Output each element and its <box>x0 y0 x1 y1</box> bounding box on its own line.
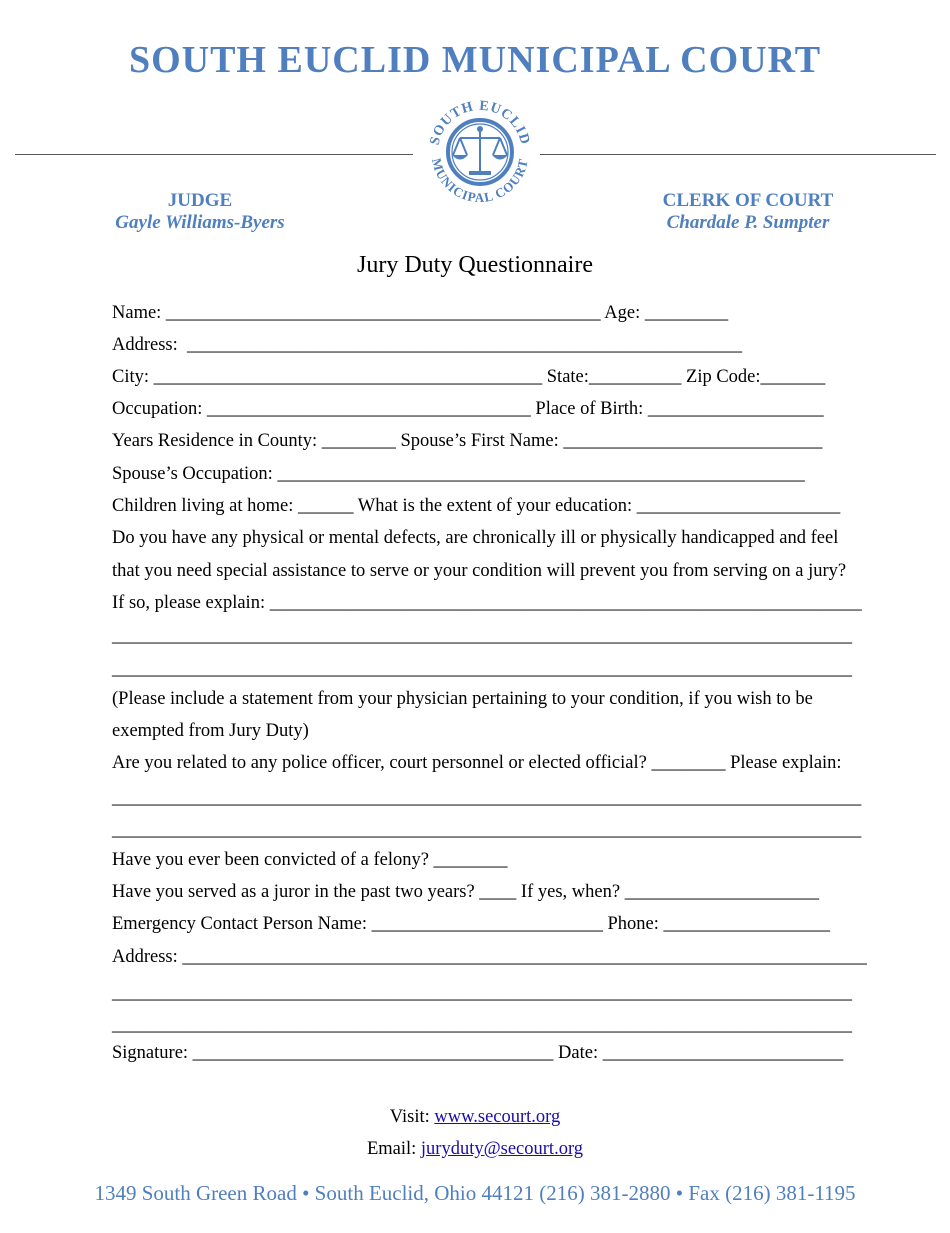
visit-line <box>0 1107 950 1128</box>
email-label: Email: <box>366 1139 421 1159</box>
clerk-name: Chardale P. Sumpter <box>666 212 830 233</box>
explain-blank-line[interactable]: ________________________________________________________________________________ <box>112 659 852 679</box>
physical-defects-question-line-2: that you need special assistance to serve or your condition will prevent you from serving on a jury? <box>112 561 847 581</box>
header-rule-left <box>15 154 413 155</box>
email-line <box>0 1139 950 1160</box>
emergency-contact-field[interactable]: Emergency Contact Person Name: _________________________ Phone: __________________ <box>112 914 831 934</box>
website-link[interactable]: www.secourt.org <box>434 1107 561 1127</box>
judge-name: Gayle Williams-Byers <box>115 212 285 233</box>
court-seal-icon <box>420 94 540 210</box>
judge-block <box>50 190 350 234</box>
form-title: Jury Duty Questionnaire <box>357 252 593 278</box>
children-education-field[interactable]: Children living at home: ______ What is the extent of your education: ______________________ <box>112 496 841 516</box>
email-link[interactable]: juryduty@secourt.org <box>420 1139 584 1159</box>
residence-spouse-name-field[interactable]: Years Residence in County: ________ Spouse’s First Name: ____________________________ <box>112 431 823 451</box>
signature-date-field[interactable]: Signature: _______________________________________ Date: __________________________ <box>112 1043 844 1063</box>
related-explain-blank-line[interactable]: _________________________________________________________________________________ <box>112 820 862 840</box>
spouse-occupation-field[interactable]: Spouse’s Occupation: _________________________________________________________ <box>112 464 805 484</box>
address-field[interactable]: Address: ____________________________________________________________ <box>112 335 743 355</box>
clerk-label: CLERK OF COURT <box>662 190 834 211</box>
explain-blank-line[interactable]: ________________________________________________________________________________ <box>112 626 852 646</box>
header-rule-right <box>540 154 936 155</box>
emergency-address-field[interactable]: Address: __________________________________________________________________________ <box>112 947 867 967</box>
seal-bottom-text: MUNICIPAL COURT <box>428 156 531 206</box>
explain-field[interactable]: If so, please explain: ________________________________________________________________ <box>112 593 862 613</box>
city-state-zip-field[interactable]: City: __________________________________________ State:__________ Zip Code:_______ <box>112 367 826 387</box>
related-official-field[interactable]: Are you related to any police officer, court personnel or elected official? ________ Please explain: <box>112 753 842 773</box>
felony-field[interactable]: Have you ever been convicted of a felony? ________ <box>112 850 508 870</box>
court-title: SOUTH EUCLID MUNICIPAL COURT <box>128 39 822 81</box>
physician-note-line-1: (Please include a statement from your physician pertaining to your condition, if you wish to be <box>112 689 813 709</box>
emergency-address-blank-line[interactable]: ________________________________________________________________________________ <box>112 1015 852 1035</box>
emergency-address-blank-line[interactable]: ________________________________________________________________________________ <box>112 983 852 1003</box>
occupation-birthplace-field[interactable]: Occupation: ___________________________________ Place of Birth: ___________________ <box>112 399 824 419</box>
seal-top-text: SOUTH EUCLID <box>427 98 533 147</box>
physical-defects-question-line-1: Do you have any physical or mental defects, are chronically ill or physically handicapped and feel <box>112 528 839 548</box>
juror-past-field[interactable]: Have you served as a juror in the past two years? ____ If yes, when? _____________________ <box>112 882 819 902</box>
judge-label: JUDGE <box>167 190 233 211</box>
court-address-footer: 1349 South Green Road • South Euclid, Ohio 44121 (216) 381-2880 • Fax (216) 381-1195 <box>94 1181 856 1205</box>
name-age-field[interactable]: Name: _______________________________________________ Age: _________ <box>112 303 729 323</box>
clerk-block <box>598 190 898 234</box>
physician-note-line-2: exempted from Jury Duty) <box>112 721 309 741</box>
related-explain-blank-line[interactable]: _________________________________________________________________________________ <box>112 788 862 808</box>
visit-label: Visit: <box>389 1107 435 1127</box>
